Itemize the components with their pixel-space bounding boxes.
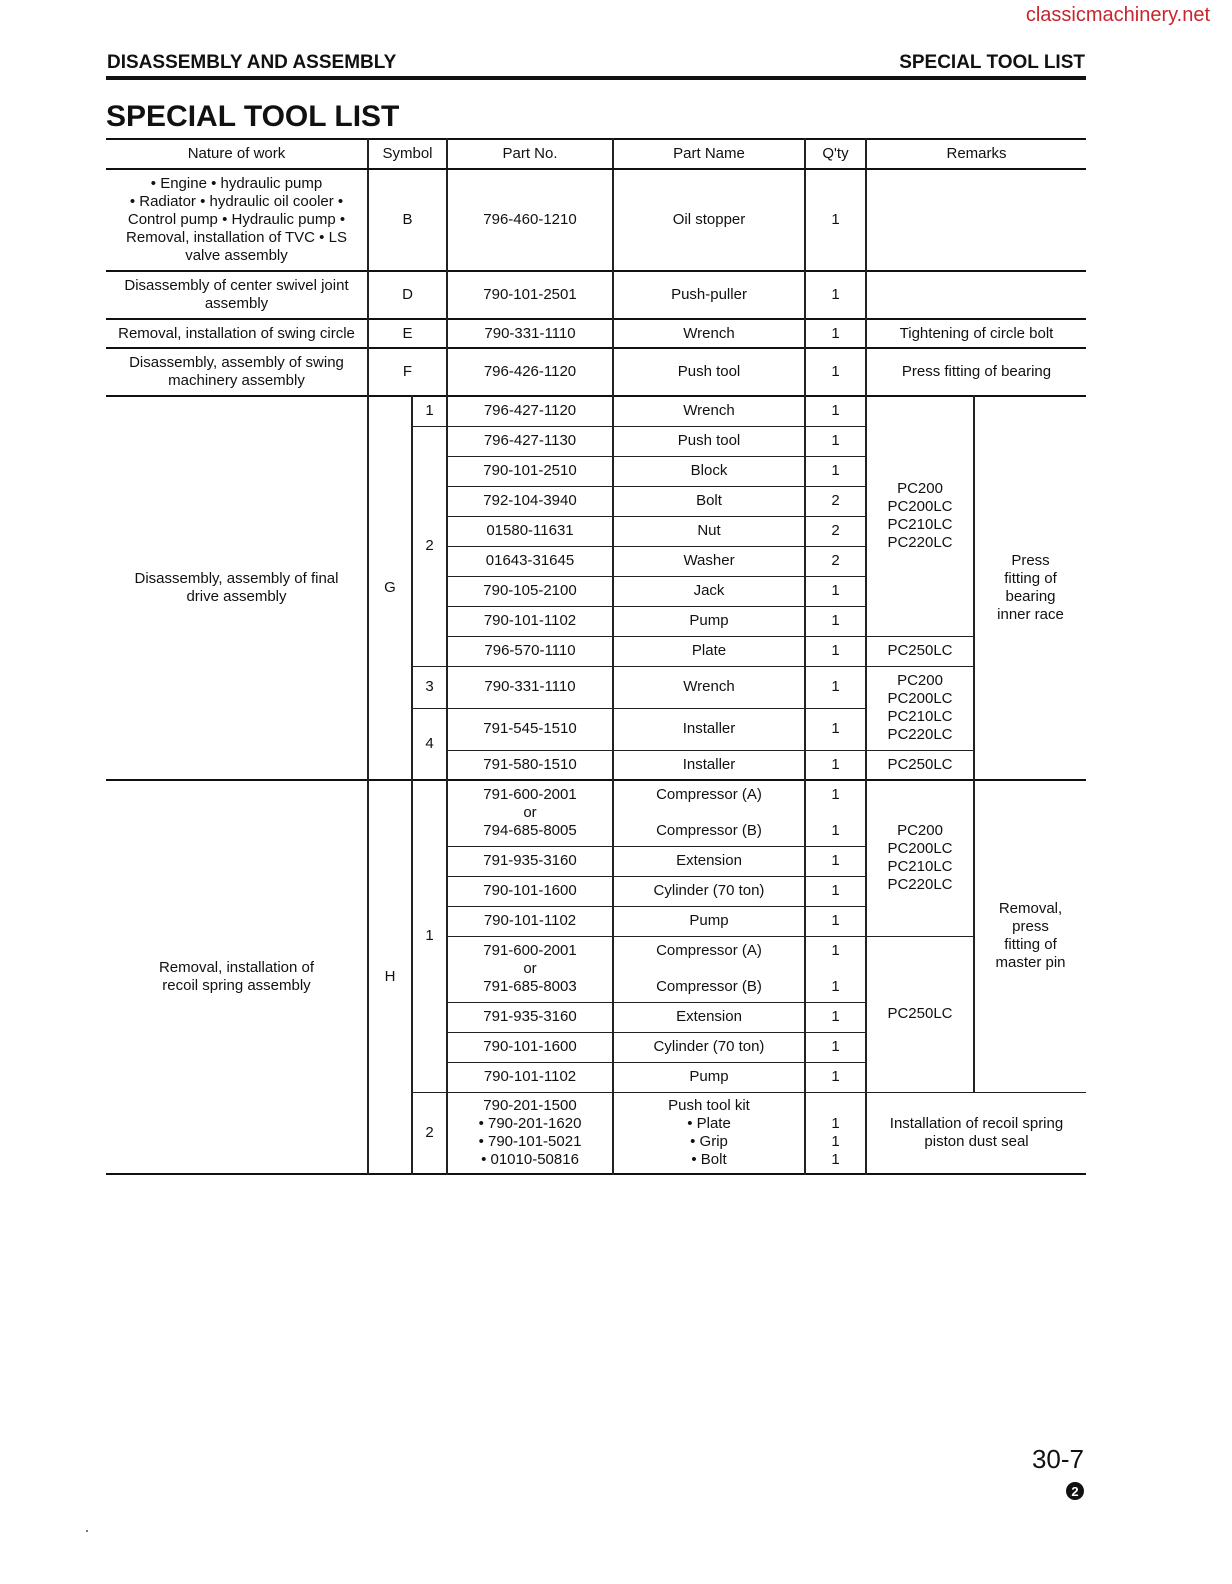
sub-number-cell: 4 [412,708,447,780]
symbol-cell: H [368,780,412,1174]
nature-cell: Removal, installation of recoil spring assembly [106,780,368,1174]
qty-cell: 1 1 1 [805,1092,866,1174]
model-cell: PC250LC [866,936,974,1092]
part-no-cell: 790-101-2510 [447,456,613,486]
part-no-cell: 790-101-1600 [447,876,613,906]
qty-cell: 1 [805,456,866,486]
qty-cell: 1 [805,1032,866,1062]
qty-cell: 1 [805,1062,866,1092]
part-no-cell: 791-600-2001 or 791-685-8003 [447,936,613,1002]
qty-cell: 1 [805,348,866,396]
qty-cell: 1 [805,1002,866,1032]
part-name-cell: Plate [613,636,805,666]
symbol-cell: F [368,348,447,396]
part-no-cell: 796-427-1120 [447,396,613,426]
part-no-cell: 796-570-1110 [447,636,613,666]
part-no-cell: 796-426-1120 [447,348,613,396]
remark-large-text: fitting of bearing inner race [997,570,1064,623]
part-name-cell: Cylinder (70 ton) [613,876,805,906]
table-row [106,169,1086,271]
part-no-cell: 792-104-3940 [447,486,613,516]
part-no-cell: 01580-11631 [447,516,613,546]
page-title: SPECIAL TOOL LIST [106,100,400,133]
part-name-cell: Push tool [613,348,805,396]
part-name-cell: Jack [613,576,805,606]
nature-cell: Disassembly, assembly of swing machinery assembly [106,348,368,396]
qty-cell: 1 [805,750,866,780]
part-no-cell: 790-101-1102 [447,906,613,936]
col-header-part-name: Part Name [613,139,805,169]
part-name-cell: Extension [613,1002,805,1032]
part-no-cell: 790-105-2100 [447,576,613,606]
remarks-cell [866,169,1086,271]
part-no-cell: 791-935-3160 [447,1002,613,1032]
qty-cell: 1 [805,576,866,606]
part-name-cell: Wrench [613,666,805,708]
remark-small-text: Press [1011,552,1050,569]
qty-cell: 1 [805,396,866,426]
qty-cell: 2 [805,486,866,516]
part-no-cell: 791-580-1510 [447,750,613,780]
remarks-cell: Removal, press fitting of master pin [974,780,1086,1092]
sub-number-cell: 1 [412,780,447,1092]
scan-speck [86,1530,88,1532]
remarks-cell [866,271,1086,319]
part-name-cell: Washer [613,546,805,576]
part-name-cell: Pump [613,1062,805,1092]
part-name-cell: Block [613,456,805,486]
col-header-qty: Q'ty [805,139,866,169]
remarks-cell: Installation of recoil spring piston dust seal [866,1092,1086,1174]
part-name-cell: Bolt [613,486,805,516]
qty-cell: 1 [805,666,866,708]
part-no-cell: 791-545-1510 [447,708,613,750]
qty-cell: 1 [805,606,866,636]
part-name-cell: Oil stopper [613,169,805,271]
watermark-text: classicmachinery.net [1025,4,1210,26]
symbol-cell: B [368,169,447,271]
part-no-cell: 790-101-2501 [447,271,613,319]
part-name-cell: Pump [613,606,805,636]
table-header-row [106,139,1086,169]
nature-cell: Removal, installation of swing circle [106,319,368,348]
sub-number-cell: 2 [412,1092,447,1174]
table-row [106,271,1086,319]
col-header-nature: Nature of work [106,139,368,169]
topic-heading: SPECIAL TOOL LIST [899,52,1085,73]
part-name-cell: Push tool kit • Plate • Grip • Bolt [613,1092,805,1174]
model-cell: PC250LC [866,636,974,666]
part-name-cell: Extension [613,846,805,876]
remarks-cell [974,396,1086,780]
page-number: 30-7 [1031,1444,1084,1474]
part-no-cell: 790-101-1102 [447,1062,613,1092]
part-no-cell: 790-331-1110 [447,666,613,708]
section-heading: DISASSEMBLY AND ASSEMBLY [107,52,397,73]
part-no-cell: 796-427-1130 [447,426,613,456]
qty-cell: 1 [805,708,866,750]
header-rule [106,76,1086,80]
qty-cell: 1 1 [805,780,866,846]
symbol-cell: E [368,319,447,348]
part-name-cell: Nut [613,516,805,546]
table-row [106,780,1086,846]
nature-cell: Disassembly of center swivel joint assembly [106,271,368,319]
part-name-cell: Compressor (A) Compressor (B) [613,936,805,1002]
qty-cell: 1 [805,271,866,319]
model-cell: PC200 PC200LC PC210LC PC220LC [866,780,974,936]
qty-cell: 1 [805,906,866,936]
part-no-cell: 01643-31645 [447,546,613,576]
col-header-part-no: Part No. [447,139,613,169]
part-name-cell: Compressor (A) Compressor (B) [613,780,805,846]
symbol-cell: D [368,271,447,319]
model-cell: PC250LC [866,750,974,780]
part-name-cell: Pump [613,906,805,936]
part-name-cell: Push-puller [613,271,805,319]
sub-number-cell: 1 [412,396,447,426]
part-no-cell: 791-600-2001 or 794-685-8005 [447,780,613,846]
nature-cell: • Engine • hydraulic pump • Radiator • hydraulic oil cooler • Control pump • Hydraulic pump • Removal, installation of TVC • LS valve assembly [106,169,368,271]
part-no-cell: 790-101-1102 [447,606,613,636]
qty-cell: 1 [805,426,866,456]
sub-number-cell: 3 [412,666,447,708]
model-cell: PC200 PC200LC PC210LC PC220LC [866,396,974,636]
symbol-cell: G [368,396,412,780]
remarks-cell: Press fitting of bearing [866,348,1086,396]
table-row [106,396,1086,426]
qty-cell: 1 [805,636,866,666]
part-no-cell: 790-201-1500 • 790-201-1620 • 790-101-5021 • 01010-50816 [447,1092,613,1174]
qty-cell: 1 [805,876,866,906]
model-cell: PC200 PC200LC PC210LC PC220LC [866,666,974,750]
part-name-cell: Installer [613,750,805,780]
table-row [106,319,1086,348]
col-header-symbol: Symbol [368,139,447,169]
qty-cell: 2 [805,546,866,576]
qty-cell: 2 [805,516,866,546]
table-row [106,348,1086,396]
part-no-cell: 790-331-1110 [447,319,613,348]
part-no-cell: 791-935-3160 [447,846,613,876]
col-header-remarks: Remarks [866,139,1086,169]
qty-cell: 1 1 [805,936,866,1002]
remarks-cell: Tightening of circle bolt [866,319,1086,348]
revision-badge: 2 [1066,1482,1084,1500]
part-no-cell: 790-101-1600 [447,1032,613,1062]
part-no-cell: 796-460-1210 [447,169,613,271]
part-name-cell: Push tool [613,426,805,456]
part-name-cell: Installer [613,708,805,750]
special-tool-table [106,138,1086,1175]
part-name-cell: Wrench [613,319,805,348]
qty-cell: 1 [805,169,866,271]
part-name-cell: Cylinder (70 ton) [613,1032,805,1062]
nature-cell: Disassembly, assembly of final drive assembly [106,396,368,780]
qty-cell: 1 [805,846,866,876]
part-name-cell: Wrench [613,396,805,426]
sub-number-cell: 2 [412,426,447,666]
qty-cell: 1 [805,319,866,348]
